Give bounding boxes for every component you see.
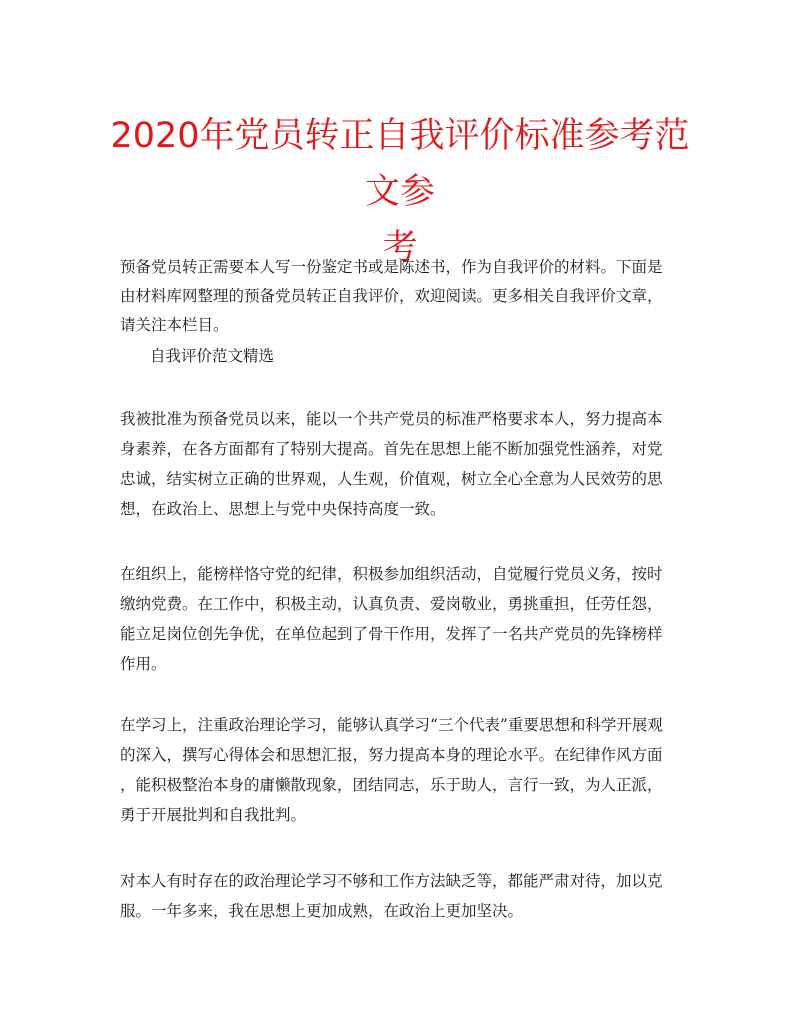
title-line-2: 考 xyxy=(382,228,418,268)
paragraph-line: 缴纳党费。在工作中，积极主动，认真负责、爱岗敬业，勇挑重担，任劳任怨， xyxy=(120,595,663,613)
paragraph-line: 作用。 xyxy=(120,655,167,673)
intro-line: 请关注本栏目。 xyxy=(120,316,229,334)
intro-paragraph xyxy=(120,253,680,340)
intro-line: 预备党员转正需要本人写一份鉴定书或是陈述书，作为自我评价的材料。下面是 xyxy=(120,258,663,276)
title-line-1: 2020年党员转正自我评价标准参考范文参 xyxy=(110,116,690,212)
paragraph-line: 勇于开展批判和自我批判。 xyxy=(120,806,307,824)
section-subheading: 自我评价范文精选 xyxy=(150,347,275,365)
paragraph-line: 我被批准为预备党员以来，能以一个共产党员的标准严格要求本人，努力提高本 xyxy=(120,410,663,428)
paragraph-line: 在组织上，能榜样恪守党的纪律，积极参加组织活动，自觉履行党员义务，按时 xyxy=(120,565,663,583)
intro-line: 由材料库网整理的预备党员转正自我评价，欢迎阅读。更多相关自我评价文章， xyxy=(120,287,663,305)
paragraph-line: ，能积极整治本身的庸懒散现象，团结同志，乐于助人，言行一致，为人正派， xyxy=(120,776,663,794)
paragraph-line: 对本人有时存在的政治理论学习不够和工作方法缺乏等，都能严肃对待，加以克 xyxy=(120,872,663,890)
body-paragraph-1 xyxy=(120,404,680,524)
body-paragraph-4 xyxy=(120,866,680,926)
document-title xyxy=(100,108,700,276)
paragraph-line: 忠诚，结实树立正确的世界观，人生观，价值观，树立全心全意为人民效劳的思 xyxy=(120,470,663,488)
paragraph-line: 身素养，在各方面都有了特别大提高。首先在思想上能不断加强党性涵养，对党 xyxy=(120,440,663,458)
paragraph-line: 想，在政治上、思想上与党中央保持高度一致。 xyxy=(120,500,446,518)
paragraph-line: 在学习上，注重政治理论学习，能够认真学习“三个代表”重要思想和科学开展观 xyxy=(120,716,663,734)
paragraph-line: 的深入，撰写心得体会和思想汇报，努力提高本身的理论水平。在纪律作风方面 xyxy=(120,746,663,764)
body-paragraph-3 xyxy=(120,710,680,830)
body-paragraph-2 xyxy=(120,559,680,679)
paragraph-line: 服。一年多来，我在思想上更加成熟，在政治上更加坚决。 xyxy=(120,902,524,920)
paragraph-line: 能立足岗位创先争优，在单位起到了骨干作用，发挥了一名共产党员的先锋榜样 xyxy=(120,625,663,643)
